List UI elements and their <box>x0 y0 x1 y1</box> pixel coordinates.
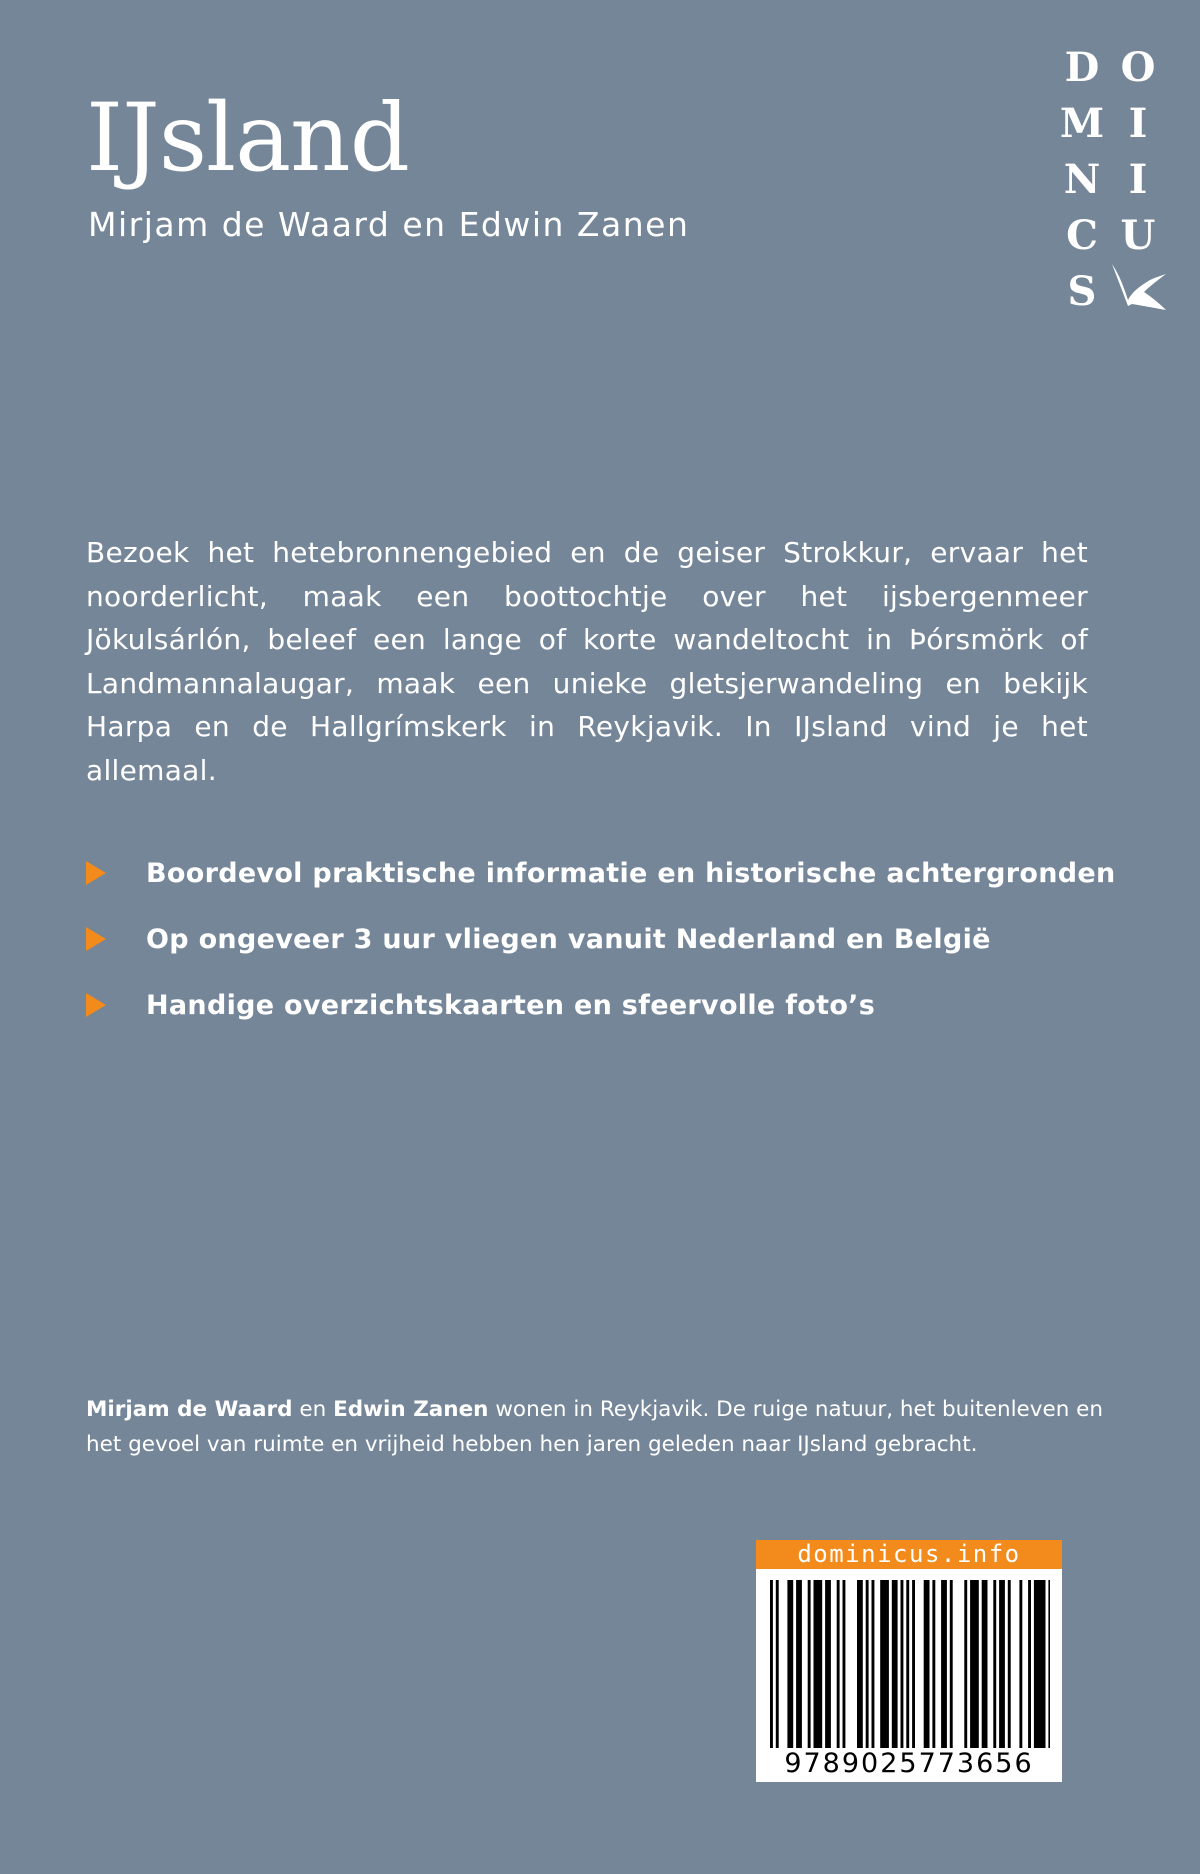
logo-letter: D <box>1064 44 1100 91</box>
bio-author-name: Mirjam de Waard <box>86 1397 293 1422</box>
barcode-icon <box>770 1580 1050 1748</box>
barcode-bar <box>950 1580 953 1748</box>
triangle-bullet-icon <box>86 993 106 1017</box>
logo-row <box>1054 96 1174 152</box>
barcode-bar <box>880 1580 889 1748</box>
book-authors: Mirjam de Waard en Edwin Zanen <box>88 205 690 244</box>
barcode-bar <box>932 1580 935 1748</box>
bio-conjunction: en <box>292 1397 334 1422</box>
feature-text: Boordevol praktische informatie en historische achtergronden <box>146 857 1116 889</box>
logo-row <box>1054 40 1174 96</box>
feature-list <box>86 840 1136 1038</box>
barcode-bar <box>814 1580 823 1748</box>
barcode-bar <box>892 1580 898 1748</box>
feature-item <box>86 906 1136 972</box>
logo-letter: N <box>1063 156 1101 203</box>
bio-author-name: Edwin Zanen <box>333 1397 489 1422</box>
logo-letter: I <box>1128 156 1148 203</box>
barcode-bar <box>808 1580 811 1748</box>
barcode-bar <box>776 1580 779 1748</box>
barcode-bar <box>1048 1580 1050 1748</box>
barcode-bar <box>901 1580 904 1748</box>
barcode-bar <box>993 1580 996 1748</box>
barcode-bar <box>1034 1580 1046 1748</box>
barcode-bar <box>999 1580 1005 1748</box>
bird-icon <box>1110 262 1170 314</box>
logo-letter: M <box>1059 100 1105 147</box>
barcode-bar <box>796 1580 802 1748</box>
feature-text: Handige overzichtskaarten en sfeervolle foto’s <box>146 989 876 1021</box>
barcode-bar <box>1008 1580 1011 1748</box>
publisher-logo <box>1054 40 1174 330</box>
barcode-bar <box>770 1580 773 1748</box>
book-description: Bezoek het hetebronnengebied en de geiser Strokkur, ervaar het noorderlicht, maak een boottochtje over het ijsbergenmeer Jökulsárlón, beleef een lange of korte wandeltocht in Þórsmörk of Landmannalaugar, maak een unieke gletsjerwandeling en bekijk Harpa en de Hallgrímskerk in Reykjavik. In IJsland vind je het allemaal. <box>86 536 1088 787</box>
bio-text: wonen in Reykjavik. De ruige natuur, het buitenleven en het gevoel van ruimte en vrijheid hebben hen jaren geleden naar IJsland gebracht. <box>86 1397 1104 1457</box>
barcode-bar <box>912 1580 915 1748</box>
barcode-bar <box>825 1580 831 1748</box>
feature-item <box>86 840 1136 906</box>
logo-letter: S <box>1067 268 1097 315</box>
logo-letter: O <box>1120 44 1156 91</box>
triangle-bullet-icon <box>86 861 106 885</box>
barcode-bar <box>970 1580 979 1748</box>
logo-letter: I <box>1128 100 1148 147</box>
barcode-bar <box>1019 1580 1022 1748</box>
barcode-panel <box>756 1540 1062 1782</box>
feature-text: Op ongeveer 3 uur vliegen vanuit Nederland en België <box>146 923 991 955</box>
logo-row <box>1054 152 1174 208</box>
barcode-bar <box>866 1580 869 1748</box>
triangle-bullet-icon <box>86 927 106 951</box>
barcode-bar <box>787 1580 793 1748</box>
barcode-bar <box>857 1580 863 1748</box>
barcode-bar <box>872 1580 875 1748</box>
logo-row <box>1054 208 1174 264</box>
barcode-bar <box>941 1580 947 1748</box>
barcode-bar <box>982 1580 988 1748</box>
barcode-bar <box>1028 1580 1031 1748</box>
barcode-bar <box>924 1580 930 1748</box>
feature-item <box>86 972 1136 1038</box>
isbn-number: 9789025773656 <box>784 1748 1034 1779</box>
logo-letter: C <box>1066 212 1098 259</box>
logo-letter: U <box>1120 212 1156 259</box>
book-title: IJsland <box>86 84 409 193</box>
barcode-bar <box>906 1580 909 1748</box>
barcode-bar <box>843 1580 846 1748</box>
barcode-bar <box>964 1580 967 1748</box>
author-bio <box>86 1392 1116 1462</box>
barcode-bar <box>837 1580 840 1748</box>
publisher-website: dominicus.info <box>756 1540 1062 1569</box>
